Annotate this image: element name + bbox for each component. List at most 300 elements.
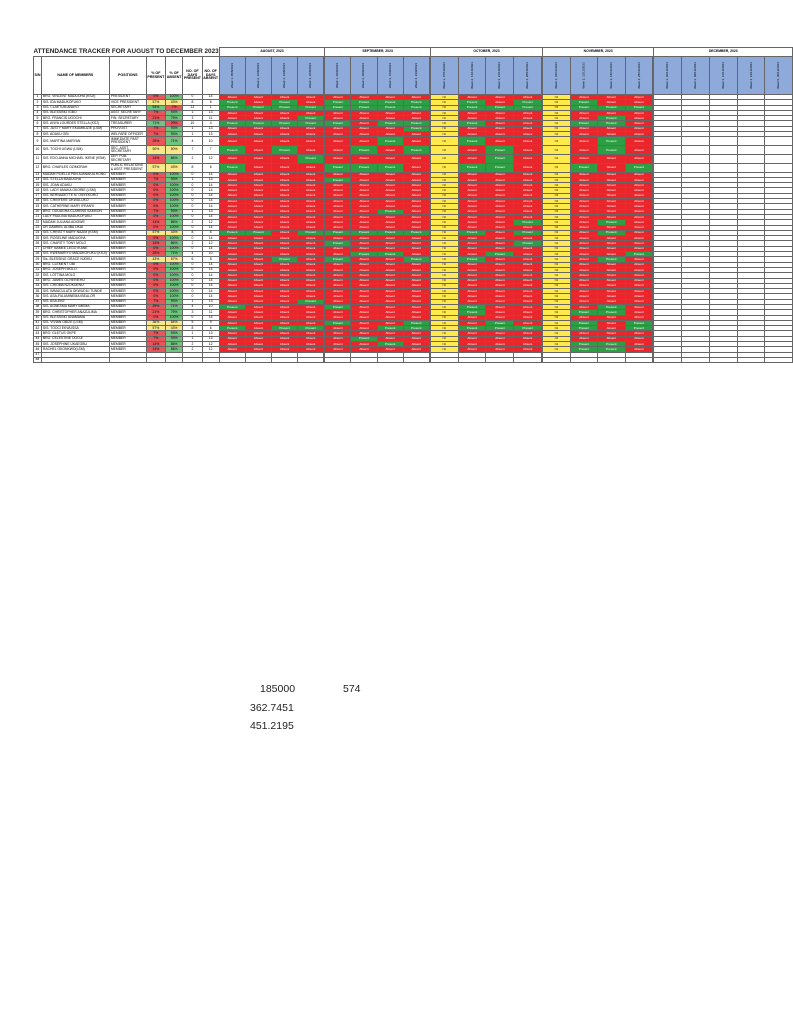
days-present-cell: 4 (183, 304, 202, 309)
week-label: Week 3, 21/10/2023 (497, 62, 502, 89)
member-position: MEMBER (109, 246, 146, 251)
attendance-cell: Absent (486, 283, 514, 288)
attendance-cell: Nil (430, 315, 458, 320)
attendance-cell: Present (377, 100, 403, 105)
pct-absent-cell: 100% (165, 262, 182, 267)
attendance-cell: Absent (351, 304, 377, 309)
attendance-cell: Absent (486, 342, 514, 347)
member-position: MEMBER (109, 342, 146, 347)
attendance-cell: Nil (543, 163, 571, 172)
attendance-cell: Absent (298, 336, 324, 341)
attendance-cell: Present (403, 121, 429, 126)
attendance-cell: Absent (272, 283, 298, 288)
attendance-cell: Nil (543, 183, 571, 188)
attendance-cell: Absent (325, 310, 351, 315)
attendance-cell: Absent (598, 262, 626, 267)
attendance-cell: Absent (219, 315, 245, 320)
attendance-cell: Absent (245, 347, 271, 352)
loose-number-a: 185000 (260, 683, 296, 695)
attendance-cell (430, 357, 458, 362)
attendance-cell: Absent (403, 246, 429, 251)
attendance-cell: Absent (298, 177, 324, 182)
attendance-cell: Absent (458, 110, 486, 115)
attendance-cell: Absent (486, 315, 514, 320)
member-sn: 41 (34, 320, 42, 325)
attendance-cell: Present (598, 230, 626, 235)
attendance-cell: Absent (458, 315, 486, 320)
attendance-cell: Nil (543, 299, 571, 304)
pct-absent-cell: 100% (165, 294, 182, 299)
member-name: SIS. AGNESMA MARY IMEMA (41, 304, 109, 309)
days-present-cell: 1 (183, 177, 202, 182)
member-position: MEMBER (109, 347, 146, 352)
attendance-cell: Absent (325, 146, 351, 155)
days-absent-cell: 7 (202, 146, 219, 155)
attendance-cell: Absent (625, 177, 653, 182)
attendance-cell: Absent (598, 172, 626, 177)
attendance-cell: Nil (430, 241, 458, 246)
member-position: MEMBER (109, 199, 146, 204)
attendance-cell (458, 357, 486, 362)
member-position: MEMBER (109, 310, 146, 315)
days-absent-cell: 6 (202, 326, 219, 331)
attendance-cell: Absent (245, 241, 271, 246)
attendance-cell: Absent (377, 262, 403, 267)
attendance-cell: Nil (430, 252, 458, 257)
attendance-cell: Absent (351, 126, 377, 131)
attendance-cell: Absent (570, 154, 597, 163)
days-present-cell: 0 (183, 95, 202, 100)
attendance-cell: Absent (219, 283, 245, 288)
attendance-cell: Absent (325, 273, 351, 278)
days-present-cell: 0 (183, 289, 202, 294)
attendance-cell: Nil (543, 336, 571, 341)
attendance-cell: Absent (514, 199, 542, 204)
member-sn: 36 (34, 294, 42, 299)
attendance-cell (709, 163, 737, 172)
member-sn: 20 (34, 209, 42, 214)
attendance-cell: Absent (351, 267, 377, 272)
attendance-cell: Absent (298, 126, 324, 131)
attendance-cell: Absent (298, 347, 324, 352)
attendance-cell: Absent (514, 110, 542, 115)
attendance-cell: Nil (430, 257, 458, 262)
attendance-cell: Absent (351, 199, 377, 204)
attendance-cell: Absent (325, 236, 351, 241)
attendance-cell: Absent (458, 278, 486, 283)
member-name: SIS. JOSEPHINE UKAEGBU (41, 342, 109, 347)
attendance-cell: Absent (625, 137, 653, 146)
attendance-cell: Absent (219, 342, 245, 347)
attendance-cell (737, 163, 765, 172)
attendance-cell: Absent (219, 137, 245, 146)
pct-absent-cell: 100% (165, 95, 182, 100)
attendance-cell: Absent (325, 154, 351, 163)
attendance-cell: Present (514, 220, 542, 225)
attendance-cell: Absent (486, 214, 514, 219)
days-absent-cell (202, 357, 219, 362)
attendance-cell: Present (245, 121, 271, 126)
attendance-cell: Absent (245, 278, 271, 283)
attendance-cell: Absent (245, 146, 271, 155)
attendance-cell: Absent (486, 273, 514, 278)
attendance-cell: Absent (458, 331, 486, 336)
attendance-cell: Absent (245, 204, 271, 209)
attendance-cell: Absent (458, 183, 486, 188)
attendance-cell: Absent (514, 132, 542, 137)
attendance-cell: Absent (458, 154, 486, 163)
member-name: SIS. MARTINA MARYAN (41, 137, 109, 146)
attendance-cell: Absent (377, 267, 403, 272)
attendance-cell: Absent (351, 283, 377, 288)
attendance-cell: Nil (430, 146, 458, 155)
attendance-cell: Present (458, 326, 486, 331)
loose-number-c: 362.7451 (250, 702, 294, 714)
attendance-cell: Absent (458, 236, 486, 241)
attendance-cell: Nil (543, 315, 571, 320)
attendance-cell: Absent (272, 214, 298, 219)
attendance-cell: Absent (219, 188, 245, 193)
member-position: MEMBER (109, 336, 146, 341)
attendance-cell: Nil (430, 294, 458, 299)
attendance-cell: Present (219, 100, 245, 105)
attendance-cell: Present (514, 230, 542, 235)
days-present-cell: 0 (183, 172, 202, 177)
attendance-cell: Absent (245, 163, 271, 172)
attendance-cell: Absent (403, 310, 429, 315)
pct-absent-cell: 100% (165, 214, 182, 219)
attendance-cell: Absent (625, 257, 653, 262)
member-sn: 24 (34, 230, 42, 235)
attendance-cell: Absent (272, 294, 298, 299)
attendance-cell: Absent (272, 132, 298, 137)
pct-present-cell: 7% (146, 177, 165, 182)
attendance-cell: Absent (570, 95, 597, 100)
position-header: POSITIONS (109, 57, 146, 95)
attendance-cell: Present (219, 326, 245, 331)
member-sn: 47 (34, 352, 42, 357)
attendance-cell: Absent (625, 154, 653, 163)
month-header: DECEMBER, 2023 (654, 48, 793, 57)
attendance-cell: Absent (377, 236, 403, 241)
month-header: AUGUST, 2023 (219, 48, 325, 57)
pct-absent-cell: 43% (165, 326, 182, 331)
attendance-cell: Absent (403, 331, 429, 336)
member-position: MEMBER (109, 304, 146, 309)
attendance-cell: Present (351, 336, 377, 341)
week-label: Week 4, 23/12/2023 (748, 62, 753, 89)
days-absent-cell: 14 (202, 246, 219, 251)
attendance-cell: Absent (377, 273, 403, 278)
pct-absent-cell: 71% (165, 137, 182, 146)
attendance-cell: Absent (570, 209, 597, 214)
attendance-cell: Nil (543, 347, 571, 352)
attendance-cell: Absent (514, 267, 542, 272)
attendance-cell: Nil (543, 214, 571, 219)
member-name: SIS. ASA-FIA AMINEMA IBEALOR (41, 294, 109, 299)
pct-present-cell: 7% (146, 132, 165, 137)
member-name: CHIEF NAMEE LEGO IKANE (41, 246, 109, 251)
attendance-cell (219, 357, 245, 362)
attendance-cell: Nil (430, 154, 458, 163)
attendance-cell: Absent (272, 262, 298, 267)
attendance-cell: Absent (245, 137, 271, 146)
attendance-cell: Absent (377, 347, 403, 352)
member-sn: 13 (34, 172, 42, 177)
pct-absent-cell (165, 357, 182, 362)
attendance-cell: Nil (543, 110, 571, 115)
days-absent-cell: 14 (202, 267, 219, 272)
attendance-cell: Absent (219, 193, 245, 198)
days-present-header: NO. OF DAYS PRESENT (183, 57, 202, 95)
attendance-cell: Absent (272, 342, 298, 347)
attendance-cell: Absent (245, 214, 271, 219)
attendance-cell: Absent (272, 225, 298, 230)
attendance-cell: Nil (543, 310, 571, 315)
attendance-cell: Absent (598, 289, 626, 294)
attendance-cell: Absent (298, 236, 324, 241)
attendance-cell: Present (514, 105, 542, 110)
attendance-cell (709, 357, 737, 362)
attendance-cell: Absent (403, 204, 429, 209)
attendance-cell: Absent (403, 304, 429, 309)
attendance-cell: Absent (245, 126, 271, 131)
attendance-cell: Absent (403, 137, 429, 146)
member-name: BRO. GLETUS OKPE (41, 331, 109, 336)
attendance-cell: Present (625, 252, 653, 257)
attendance-cell: Nil (543, 246, 571, 251)
attendance-cell: Absent (458, 299, 486, 304)
attendance-cell: Absent (298, 342, 324, 347)
week-header (625, 57, 653, 95)
pct-absent-cell: 93% (165, 177, 182, 182)
member-name: BRO. OGUAGHA CLARENS SAMSON (41, 209, 109, 214)
attendance-cell: Absent (219, 262, 245, 267)
attendance-cell: Absent (219, 252, 245, 257)
attendance-cell: Nil (543, 95, 571, 100)
days-absent-cell: 14 (202, 225, 219, 230)
attendance-cell: Absent (403, 220, 429, 225)
attendance-cell: Absent (486, 137, 514, 146)
attendance-cell: Absent (625, 289, 653, 294)
week-label: Week 1, 07/10/2023 (441, 62, 446, 89)
days-absent-cell: 14 (202, 183, 219, 188)
pct-absent-cell: 79% (165, 116, 182, 121)
days-absent-cell: 14 (202, 95, 219, 100)
attendance-cell: Absent (272, 236, 298, 241)
pct-present-cell: 29% (146, 304, 165, 309)
member-name: SIS. CHRISTY MARY NAZIM (KSM) (41, 230, 109, 235)
attendance-cell: Absent (325, 283, 351, 288)
attendance-cell: Absent (325, 214, 351, 219)
attendance-cell: Absent (245, 246, 271, 251)
days-present-cell: 0 (183, 246, 202, 251)
attendance-cell: Absent (351, 294, 377, 299)
attendance-cell: Absent (272, 315, 298, 320)
attendance-cell: Nil (543, 204, 571, 209)
attendance-cell: Absent (351, 225, 377, 230)
attendance-cell: Nil (543, 193, 571, 198)
days-present-cell: 0 (183, 199, 202, 204)
attendance-cell: Absent (298, 163, 324, 172)
attendance-cell: Absent (377, 95, 403, 100)
attendance-cell: Absent (403, 236, 429, 241)
attendance-cell: Nil (430, 214, 458, 219)
attendance-cell: Absent (514, 304, 542, 309)
pct-absent-cell: 100% (165, 172, 182, 177)
pct-present-cell: 0% (146, 199, 165, 204)
attendance-cell: Nil (543, 154, 571, 163)
attendance-cell: Nil (430, 172, 458, 177)
attendance-cell: Nil (430, 126, 458, 131)
attendance-cell: Present (458, 257, 486, 262)
attendance-cell: Absent (403, 225, 429, 230)
attendance-cell (737, 357, 765, 362)
attendance-cell: Nil (430, 225, 458, 230)
attendance-cell: Absent (514, 137, 542, 146)
attendance-cell: Nil (430, 283, 458, 288)
attendance-cell: Absent (514, 289, 542, 294)
member-position: MEMBER (109, 236, 146, 241)
attendance-cell: Present (403, 257, 429, 262)
attendance-cell: Nil (430, 95, 458, 100)
attendance-cell: Nil (430, 132, 458, 137)
member-position: SEC. ASST. SECRETARY (109, 146, 146, 155)
attendance-cell: Absent (377, 304, 403, 309)
attendance-cell: Absent (219, 116, 245, 121)
days-absent-cell: 8 (202, 257, 219, 262)
week-header (403, 57, 429, 95)
attendance-cell: Absent (219, 267, 245, 272)
attendance-cell: Present (458, 100, 486, 105)
attendance-cell: Absent (403, 342, 429, 347)
attendance-cell: Nil (543, 294, 571, 299)
member-name (41, 357, 109, 362)
attendance-cell: Absent (458, 267, 486, 272)
attendance-cell: Absent (377, 241, 403, 246)
attendance-cell (765, 137, 793, 146)
attendance-cell: Present (598, 257, 626, 262)
pct-absent-cell: 86% (165, 220, 182, 225)
days-present-cell: 5 (183, 320, 202, 325)
member-position: MEMBER (109, 294, 146, 299)
attendance-cell: Present (598, 342, 626, 347)
attendance-cell: Nil (430, 267, 458, 272)
pct-present-cell: 14% (146, 220, 165, 225)
attendance-cell: Nil (543, 105, 571, 110)
member-position: MEMBER (109, 289, 146, 294)
days-absent-cell: 6 (202, 230, 219, 235)
attendance-cell: Absent (570, 336, 597, 341)
days-absent-cell: 12 (202, 220, 219, 225)
pct-absent-cell: 100% (165, 199, 182, 204)
attendance-cell: Present (625, 163, 653, 172)
pct-present-cell: 14% (146, 347, 165, 352)
attendance-cell: Absent (570, 299, 597, 304)
attendance-cell: Absent (514, 183, 542, 188)
attendance-cell: Absent (458, 294, 486, 299)
attendance-cell: Nil (430, 326, 458, 331)
attendance-cell: Absent (325, 331, 351, 336)
attendance-cell: Absent (625, 183, 653, 188)
attendance-cell: Nil (430, 116, 458, 121)
attendance-cell: Nil (430, 177, 458, 182)
attendance-cell: Absent (598, 199, 626, 204)
attendance-sheet (33, 47, 793, 363)
attendance-cell: Absent (219, 220, 245, 225)
attendance-cell: Absent (570, 137, 597, 146)
attendance-cell: Nil (430, 209, 458, 214)
pct-present-cell: 43% (146, 257, 165, 262)
attendance-cell: Absent (219, 177, 245, 182)
member-sn: 21 (34, 214, 42, 219)
attendance-cell: Absent (598, 326, 626, 331)
days-present-cell: 0 (183, 278, 202, 283)
pct-absent-cell: 100% (165, 183, 182, 188)
attendance-cell: Absent (272, 267, 298, 272)
member-sn: 3 (34, 105, 42, 110)
attendance-cell: Absent (458, 95, 486, 100)
attendance-cell: Absent (219, 336, 245, 341)
attendance-cell: Present (403, 320, 429, 325)
attendance-cell: Absent (298, 267, 324, 272)
attendance-cell: Absent (514, 283, 542, 288)
pct-absent-cell: 43% (165, 100, 182, 105)
attendance-cell: Absent (403, 273, 429, 278)
attendance-cell: Absent (570, 289, 597, 294)
attendance-cell: Absent (351, 273, 377, 278)
attendance-cell: Absent (377, 132, 403, 137)
attendance-cell: Nil (430, 262, 458, 267)
attendance-cell: Absent (272, 230, 298, 235)
attendance-cell: Absent (245, 225, 271, 230)
month-header: OCTOBER, 2023 (430, 48, 542, 57)
attendance-cell: Present (458, 304, 486, 309)
attendance-cell: Absent (625, 100, 653, 105)
attendance-cell: Absent (272, 273, 298, 278)
pct-present-cell: 0% (146, 188, 165, 193)
attendance-cell: Absent (272, 347, 298, 352)
attendance-cell: Absent (486, 126, 514, 131)
pct-absent-cell: 100% (165, 225, 182, 230)
attendance-cell: Absent (458, 172, 486, 177)
attendance-cell: Present (570, 121, 597, 126)
attendance-cell: Absent (325, 193, 351, 198)
attendance-cell: Absent (598, 183, 626, 188)
attendance-cell: Absent (486, 310, 514, 315)
attendance-cell: Present (458, 121, 486, 126)
attendance-cell: Absent (377, 116, 403, 121)
attendance-cell: Absent (272, 320, 298, 325)
member-sn: 4 (34, 110, 42, 115)
attendance-cell: Absent (570, 267, 597, 272)
attendance-cell: Absent (325, 126, 351, 131)
attendance-cell: Absent (272, 252, 298, 257)
member-sn: 31 (34, 267, 42, 272)
attendance-cell (765, 357, 793, 362)
attendance-cell: Absent (245, 336, 271, 341)
attendance-cell: Absent (570, 252, 597, 257)
member-position: MEMBER (109, 315, 146, 320)
attendance-cell: Absent (298, 252, 324, 257)
member-position: MEMBER (109, 225, 146, 230)
attendance-cell: Absent (570, 220, 597, 225)
member-position: MEMBER (109, 230, 146, 235)
attendance-cell: Absent (486, 246, 514, 251)
member-name: BRO. CELESTINE OGOJI (41, 336, 109, 341)
attendance-cell: Absent (486, 278, 514, 283)
member-name: SIS. BERNADETTE N. ONYEKORO (41, 193, 109, 198)
